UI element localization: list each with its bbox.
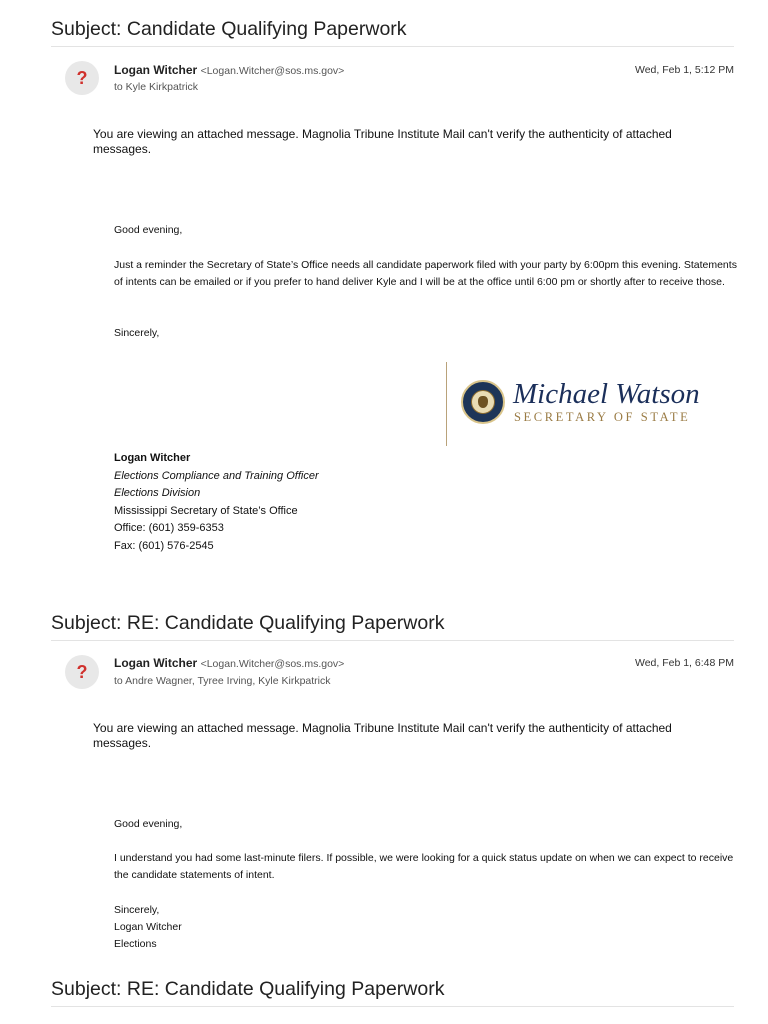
signature-division: Elections Division — [114, 487, 201, 499]
signature-name: Logan Witcher — [114, 452, 191, 464]
attachment-notice: You are viewing an attached message. Magnolia Tribune Institute Mail can't verify the authenticity of attached messages. — [93, 127, 672, 156]
attachment-notice: You are viewing an attached message. Magnolia Tribune Institute Mail can't verify the authenticity of attached messages. — [93, 721, 672, 750]
message-1-signature — [114, 450, 319, 555]
message-2-body: I understand you had some last-minute filers. If possible, we were looking for a quick status update on when we can expect to receive the candidate statements of intent. — [114, 852, 734, 881]
unknown-sender-avatar-icon: ? — [65, 655, 99, 689]
signature-office: Mississippi Secretary of State’s Office — [114, 504, 298, 517]
sender-name: Logan Witcher — [114, 656, 198, 670]
message-1-recipients[interactable]: to Kyle Kirkpatrick — [114, 81, 199, 93]
message-2-greeting: Good evening, — [114, 818, 183, 830]
message-2-date: Wed, Feb 1, 6:48 PM — [634, 657, 734, 669]
message-2-sign-dept: Elections — [114, 938, 157, 950]
message-1-closing: Sincerely, — [114, 327, 160, 339]
logo-name: Michael Watson — [513, 378, 700, 410]
sender-email[interactable]: <Logan.Witcher@sos.ms.gov> — [200, 65, 345, 77]
message-2-recipients[interactable]: to Andre Wagner, Tyree Irving, Kyle Kirkpatrick — [114, 675, 331, 687]
message-1-greeting: Good evening, — [114, 224, 183, 236]
message-1-body: Just a reminder the Secretary of State’s Office needs all candidate paperwork filed with your party by 6:00pm this evening. Statements of intents can be emailed or if you prefer to hand deliver Kyle and I will be at the office until 6:00 pm or shortly after to receive those. — [114, 259, 737, 288]
message-1-sender — [114, 62, 344, 79]
message-1-subject: Subject: Candidate Qualifying Paperwork — [51, 17, 734, 47]
message-1-date: Wed, Feb 1, 5:12 PM — [634, 64, 734, 76]
signature-phone: Office: (601) 359-6353 — [114, 522, 224, 534]
message-2-signoff — [114, 902, 742, 953]
unknown-sender-avatar-icon: ? — [65, 61, 99, 95]
message-2-sender — [114, 655, 344, 672]
signature-role: Elections Compliance and Training Officer — [114, 469, 319, 482]
message-2-sign-name: Logan Witcher — [114, 921, 182, 933]
logo-title: SECRETARY OF STATE — [514, 410, 691, 424]
signature-fax: Fax: (601) 576-2545 — [114, 539, 214, 552]
state-seal-icon — [461, 380, 505, 424]
message-3-subject: Subject: RE: Candidate Qualifying Paperwork — [51, 977, 734, 1007]
sender-name: Logan Witcher — [114, 63, 198, 77]
message-2-subject: Subject: RE: Candidate Qualifying Paperwork — [51, 611, 734, 641]
message-2-closing: Sincerely, — [114, 904, 160, 916]
secretary-of-state-logo — [446, 362, 703, 446]
sender-email[interactable]: <Logan.Witcher@sos.ms.gov> — [200, 658, 345, 670]
